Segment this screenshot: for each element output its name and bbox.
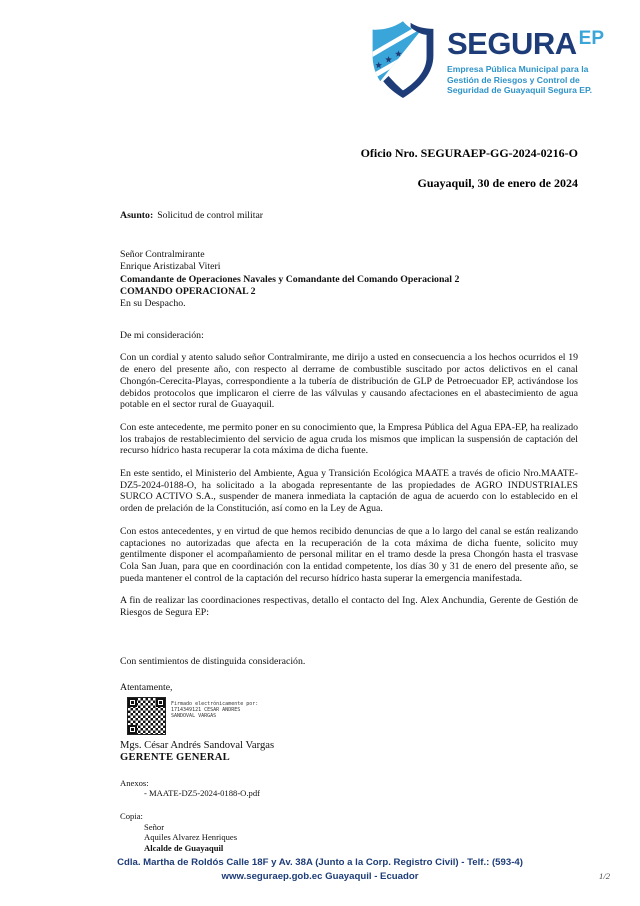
oficio-number: Oficio Nro. SEGURAEP-GG-2024-0216-O: [360, 146, 578, 160]
recipient-position: Comandante de Operaciones Navales y Comandante del Comando Operacional 2: [120, 273, 460, 285]
recipient-block: [120, 249, 578, 311]
esign-caption: [171, 701, 258, 719]
body-paragraph-2: Con este antecedente, me permito poner en su conocimiento que, la Empresa Pública del Agua EPA-EP, ha realizado los trabajos de restablecimiento del servicio de agua cruda los mismos que implican la suspensión de captación del recurso hídrico hasta recuperar la cota máxima de dicha fuente.: [120, 421, 578, 457]
letter-header: [361, 146, 578, 191]
copy-label: Copia:: [120, 811, 143, 822]
body-paragraph-3: En este sentido, el Ministerio del Ambiente, Agua y Transición Ecológica MAATE a través de oficio Nro.MAATE-DZ5-2024-0188-O, ha solicitado a la abogada representante de las propiedades de AGRO INDUSTRIALES SURCO ACTIVO S.A., suspender de manera inmediata la captación de agua de acuerdo con lo establecido en el orden de prelación de la Constitución, así como en la Ley de Agua.: [120, 468, 578, 515]
letter-footer: [0, 856, 640, 883]
qr-finder-pattern: [128, 725, 137, 734]
annex-item: - MAATE-DZ5-2024-0188-O.pdf: [144, 788, 260, 799]
signer-name: Mgs. César Andrés Sandoval Vargas: [120, 740, 275, 752]
place-and-date: Guayaquil, 30 de enero de 2024: [417, 176, 578, 190]
qr-finder-pattern: [156, 698, 165, 707]
brand-suffix: EP: [578, 28, 604, 49]
footer-website: www.seguraep.gob.ec Guayaquil - Ecuador: [221, 870, 419, 882]
recipient-office: En su Despacho.: [120, 298, 186, 310]
electronic-signature: [128, 698, 578, 734]
copy-position: Alcalde de Guayaquil: [144, 842, 224, 853]
esign-line: 1714349121 CESAR ANDRES: [171, 707, 241, 714]
body-paragraph-4: Con estos antecedentes, y en virtud de que hemos recibido denuncias de que a lo largo del canal se están realizando captaciones no autorizadas que afecta en la recuperación de la cota máxima de dicha fuente, solicito muy gentilmente disponer el acompañamiento de personal militar en el tramo desde la presa Chongón hasta el trasvase Cola San Juan, para que en coordinación con la entidad competente, los días 30 y 31 de enero del presente año, se pueda mantener el control de la captación del recurso hídrico hasta superar la emergencia manifestada.: [120, 525, 578, 584]
page-number: 1/2: [599, 871, 610, 881]
qr-finder-pattern: [128, 698, 137, 707]
annexes-block: [120, 778, 578, 799]
esign-line: Firmado electrónicamente por:: [171, 701, 259, 708]
shield-with-stars-icon: [365, 16, 441, 104]
body-paragraph-1: Con un cordial y atento saludo señor Contralmirante, me dirijo a usted en consecuencia a los hechos ocurridos el 19 de enero del presente año, con respecto al derrame de combustible suscitado por actos delictivos en el canal Chongón-Cerecita-Playas, correspondiente a la tubería de distribución de GLP de Petroecuador EP, activándose los debidos protocolos que implicaron el cierre de las válvulas y causando afectaciones en el abastecimiento de agua potable en el sector rural de Guayaquil.: [120, 352, 578, 411]
tagline-line: Seguridad de Guayaquil Segura EP.: [447, 85, 593, 96]
esign-line: SANDOVAL VARGAS: [171, 713, 217, 720]
company-tagline: [447, 64, 604, 96]
signoff: Atentamente,: [120, 681, 173, 693]
tagline-line: Gestión de Riesgos y Control de: [447, 74, 580, 85]
recipient-name: Enrique Aristizabal Viteri: [120, 261, 221, 273]
subject-label: Asunto:: [120, 210, 154, 221]
tagline-line: Empresa Pública Municipal para la: [447, 64, 589, 74]
annexes-label: Anexos:: [120, 777, 149, 788]
copy-salutation: Señor: [144, 821, 165, 832]
copy-block: [120, 811, 578, 853]
subject-line: [120, 210, 578, 222]
footer-address: Cdla. Martha de Roldós Calle 18F y Av. 38A (Junto a la Corp. Registro Civil) - Telf.: (593-4): [117, 857, 523, 868]
signer-title: GERENTE GENERAL: [120, 751, 230, 763]
copy-name: Aquiles Alvarez Henriques: [144, 832, 238, 843]
recipient-salutation: Señor Contralmirante: [120, 248, 205, 260]
brand-name: SEGURA: [447, 26, 577, 61]
closing-line: Con sentimientos de distinguida consideración.: [120, 655, 306, 667]
letter-body: [120, 210, 578, 853]
body-paragraph-5: A fin de realizar las coordinaciones respectivas, detallo el contacto del Ing. Alex Anchundia, Gerente de Gestión de Riesgos de Segura EP:: [120, 595, 578, 619]
salutation: De mi consideración:: [120, 329, 204, 341]
qr-code-icon: [128, 698, 165, 734]
company-logo: [365, 16, 604, 104]
subject-text: Solicitud de control militar: [157, 210, 264, 221]
recipient-command: COMANDO OPERACIONAL 2: [120, 285, 256, 297]
